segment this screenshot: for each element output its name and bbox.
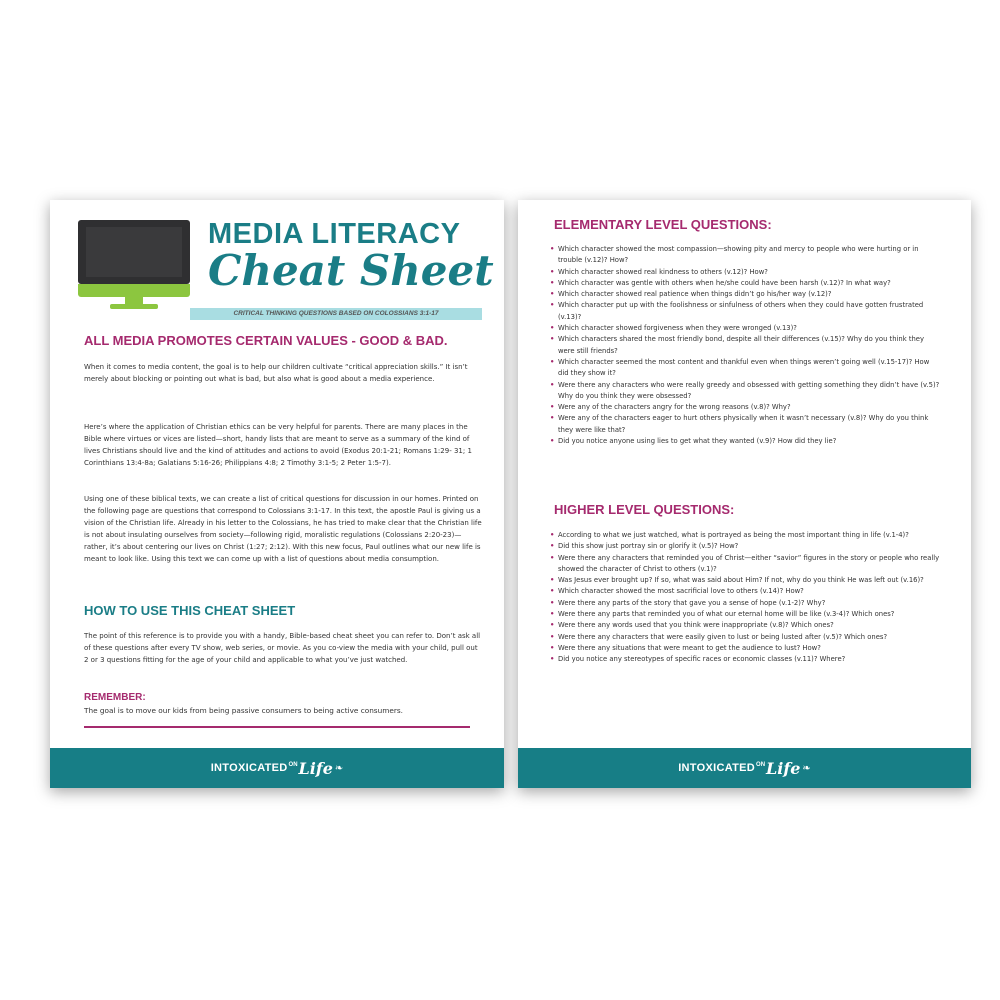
subtitle: CRITICAL THINKING QUESTIONS BASED ON COLOSSIANS 3:1-17 <box>233 310 439 317</box>
colossians-paragraph: Using one of these biblical texts, we can create a list of critical questions for discussion in our homes. Printed on the following page are questions that correspond to Colossians 3:1-17. In this text, the apostle Paul is giving us a vision of the Christian life. Already in his letter to the Colossians, he has tried to make clear that the Christian life is not about insulating ourselves from society—following rigid, moralistic regulations (Colossians 2:20-23)—rather, it’s about centering our lives on Christ (1:27; 2:12). With this new focus, Paul outlines what our new life is meant to look like. Using this text we can come up with a list of questions about media consumption. <box>84 495 482 564</box>
cheat-sheet-page-1 <box>50 200 504 788</box>
question-item: • Which character put up with the foolishness or sinfulness of others when they could have gotten frustrated (v.13)? <box>548 300 940 323</box>
page-title: MEDIA LITERACY <box>208 218 461 250</box>
leaf-icon: ❧ <box>334 762 344 774</box>
question-item: • Which character was gentle with others when he/she could have been harsh (v.12)? In what way? <box>548 278 940 289</box>
leaf-icon: ❧ <box>802 762 811 774</box>
question-item: • Which character showed real kindness to others (v.12)? How? <box>548 267 940 278</box>
question-item: • Were there any characters who were really greedy and obsessed with getting something they didn’t have (v.5)? Why do you think they were obsessed? <box>548 380 940 403</box>
question-item: • Which character showed the most sacrificial love to others (v.14)? How? <box>548 586 940 597</box>
question-item: • Were there any situations that were meant to get the audience to lust? How? <box>548 643 940 654</box>
question-item: • Which character showed the most compassion—showing pity and mercy to people who were hurting or in trouble (v.12)? How? <box>548 244 940 267</box>
higher-heading: HIGHER LEVEL QUESTIONS: <box>554 502 735 517</box>
question-item: • According to what we just watched, what is portrayed as being the most important thing in life (v.1-4)? <box>548 530 940 541</box>
question-item: • Were there any characters that reminded you of Christ—either “savior” figures in the story or people who really showed the character of Christ to others (v.1)? <box>548 553 940 576</box>
brand-logo-small: ON <box>756 762 766 768</box>
question-item: • Did this show just portray sin or glorify it (v.5)? How? <box>548 541 940 552</box>
question-item: • Were there any parts that reminded you of what our eternal home will be like (v.3-4)? Which ones? <box>548 609 940 620</box>
question-item: • Were there any characters that were easily given to lust or being lusted after (v.5)? Which ones? <box>548 632 940 643</box>
monitor-icon <box>78 220 190 310</box>
subtitle-banner <box>190 308 482 320</box>
section-heading-how-to: HOW TO USE THIS CHEAT SHEET <box>84 603 296 618</box>
ethics-paragraph: Here’s where the application of Christian ethics can be very helpful for parents. There are many places in the Bible where virtues or vices are listed—short, handy lists that are meant to serve as a summary of the kind of lives Christians should live and the kind of attitudes and actions to avoid (Exodus 20:1-21; Romans 1:29- 31; 1 Corinthians 13:4-8a; Galatians 5:16-26; Philippians 4:8; 2 Timothy 3:1-5; 2 Peter 1:5-7). <box>84 423 472 468</box>
question-item: • Were there any parts of the story that gave you a sense of hope (v.1-2)? Why? <box>548 598 940 609</box>
elementary-question-list <box>548 244 940 447</box>
question-item: • Which character showed real patience when things didn’t go his/her way (v.12)? <box>548 289 940 300</box>
question-item: • Which character seemed the most content and thankful even when things weren’t going well (v.15-17)? How did they show it? <box>548 357 940 380</box>
question-item: • Which character showed forgiveness when they were wronged (v.13)? <box>548 323 940 334</box>
remember-heading: REMEMBER: <box>84 692 146 703</box>
divider <box>84 726 470 728</box>
question-item: • Which characters shared the most friendly bond, despite all their differences (v.15)? Why do you think they were still friends? <box>548 334 940 357</box>
question-item: • Did you notice any stereotypes of specific races or economic classes (v.11)? Where? <box>548 654 940 665</box>
question-item: • Were there any words used that you think were inappropriate (v.8)? Which ones? <box>548 620 940 631</box>
higher-question-list <box>548 530 940 666</box>
question-item: • Was Jesus ever brought up? If so, what was said about Him? If not, why do you think He was left out (v.16)? <box>548 575 940 586</box>
elementary-heading: ELEMENTARY LEVEL QUESTIONS: <box>554 217 772 232</box>
question-item: • Were any of the characters angry for the wrong reasons (v.8)? Why? <box>548 402 940 413</box>
question-item: • Were any of the characters eager to hurt others physically when it wasn’t necessary (v.8)? Why do you think they were like that? <box>548 413 940 436</box>
footer-bar <box>518 748 971 788</box>
intro-paragraph: When it comes to media content, the goal is to help our children cultivate “critical appreciation skills.” It isn’t merely about blocking or pointing out what is bad, but also what is good about a media experience. <box>84 363 468 384</box>
brand-logo-script: Life <box>766 758 801 778</box>
footer-bar <box>50 748 504 788</box>
page-title-script: Cheat Sheet <box>208 246 494 295</box>
brand-logo-script: Life <box>298 758 333 778</box>
question-item: • Did you notice anyone using lies to get what they wanted (v.9)? How did they lie? <box>548 436 940 447</box>
remember-text: The goal is to move our kids from being passive consumers to being active consumers. <box>84 706 403 715</box>
section-heading-values: ALL MEDIA PROMOTES CERTAIN VALUES - GOOD & BAD. <box>84 333 448 348</box>
brand-logo: INTOXICATED <box>210 762 288 774</box>
how-to-paragraph: The point of this reference is to provide you with a handy, Bible-based cheat sheet you can refer to. Don’t ask all of these questions after every TV show, web series, or movie. As you co-view the media with your child, pull out 2 or 3 questions fitting for the age of your child and applicable to what you’ve just watched. <box>84 632 481 665</box>
brand-logo: INTOXICATED <box>678 762 756 774</box>
brand-logo-small: ON <box>288 762 298 768</box>
cheat-sheet-page-2 <box>518 200 971 788</box>
